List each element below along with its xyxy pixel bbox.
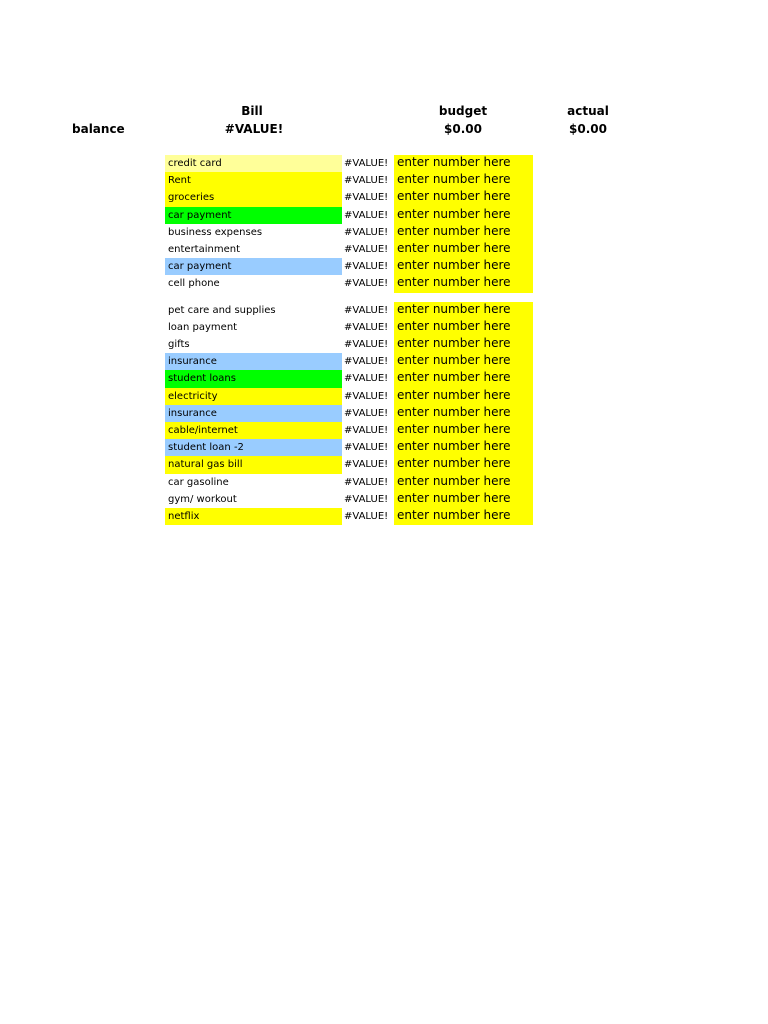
budget-input-cell[interactable]: enter number here	[394, 275, 533, 292]
budget-input-cell[interactable]: enter number here	[394, 405, 533, 422]
bill-name-cell[interactable]: groceries	[165, 189, 342, 206]
budget-input-cell[interactable]: enter number here	[394, 370, 533, 387]
table-row	[165, 474, 533, 491]
table-row	[165, 258, 533, 275]
bill-name-cell[interactable]: natural gas bill	[165, 456, 342, 473]
bill-name-cell[interactable]: gym/ workout	[165, 491, 342, 508]
table-row	[165, 491, 533, 508]
table-row	[165, 189, 533, 206]
table-row	[165, 456, 533, 473]
bill-value-cell: #VALUE!	[344, 476, 389, 488]
bill-name-cell[interactable]: cable/internet	[165, 422, 342, 439]
bill-value-cell: #VALUE!	[344, 244, 389, 255]
bill-name-cell[interactable]: car payment	[165, 258, 342, 275]
bill-name-cell[interactable]: car gasoline	[165, 474, 342, 491]
actual-header: actual	[567, 104, 609, 118]
bill-header: Bill	[241, 104, 263, 118]
table-row	[165, 439, 533, 456]
budget-input-cell[interactable]: enter number here	[394, 439, 533, 456]
bill-value-cell: #VALUE!	[344, 175, 389, 187]
budget-input-cell[interactable]: enter number here	[394, 155, 533, 172]
budget-input-cell[interactable]: enter number here	[394, 491, 533, 508]
balance-label: balance	[72, 122, 125, 136]
budget-input-cell[interactable]: enter number here	[394, 224, 533, 241]
budget-input-cell[interactable]: enter number here	[394, 388, 533, 405]
budget-input-cell[interactable]: enter number here	[394, 189, 533, 206]
budget-input-cell[interactable]: enter number here	[394, 241, 533, 258]
bill-value-cell: #VALUE!	[344, 321, 389, 333]
bill-value-cell: #VALUE!	[344, 425, 389, 436]
bill-value-cell: #VALUE!	[344, 442, 389, 454]
bill-name-cell[interactable]: Rent	[165, 172, 342, 189]
budget-input-cell[interactable]: enter number here	[394, 319, 533, 336]
bill-value-cell: #VALUE!	[344, 261, 389, 273]
bill-name-cell[interactable]: business expenses	[165, 224, 342, 241]
bill-value-cell: #VALUE!	[344, 511, 389, 522]
table-row	[165, 422, 533, 439]
bill-value-cell: #VALUE!	[344, 493, 389, 505]
bill-name-cell[interactable]: credit card	[165, 155, 342, 172]
bill-name-cell[interactable]: gifts	[165, 336, 342, 353]
bill-name-cell[interactable]: loan payment	[165, 319, 342, 336]
table-row	[165, 155, 533, 172]
table-row	[165, 241, 533, 258]
table-row	[165, 275, 533, 292]
table-row	[165, 508, 533, 525]
budget-input-cell[interactable]: enter number here	[394, 302, 533, 319]
bill-value-cell: #VALUE!	[344, 304, 389, 316]
table-row	[165, 353, 533, 370]
bill-name-cell[interactable]: pet care and supplies	[165, 302, 342, 319]
table-row	[165, 388, 533, 405]
table-row	[165, 224, 533, 241]
bill-value-cell: #VALUE!	[344, 278, 389, 290]
budget-input-cell[interactable]: enter number here	[394, 258, 533, 275]
bill-value-cell: #VALUE!	[344, 192, 389, 204]
budget-input-cell[interactable]: enter number here	[394, 422, 533, 439]
bill-value-cell: #VALUE!	[344, 459, 389, 471]
bill-value-cell: #VALUE!	[344, 356, 389, 368]
bill-name-cell[interactable]: car payment	[165, 207, 342, 224]
budget-input-cell[interactable]: enter number here	[394, 207, 533, 224]
budget-input-cell[interactable]: enter number here	[394, 456, 533, 473]
bill-name-cell[interactable]: netflix	[165, 508, 342, 525]
bill-value-cell: #VALUE!	[344, 373, 389, 385]
table-row	[165, 405, 533, 422]
budget-input-cell[interactable]: enter number here	[394, 353, 533, 370]
table-row	[165, 302, 533, 319]
table-row	[165, 370, 533, 387]
bill-value-cell: #VALUE!	[344, 209, 389, 221]
bill-value-cell: #VALUE!	[344, 407, 389, 419]
bill-name-cell[interactable]: electricity	[165, 388, 342, 405]
bill-name-cell[interactable]: insurance	[165, 405, 342, 422]
budget-input-cell[interactable]: enter number here	[394, 172, 533, 189]
bill-name-cell[interactable]: student loans	[165, 370, 342, 387]
table-row	[165, 319, 533, 336]
bill-value-cell: #VALUE!	[344, 390, 389, 402]
actual-total: $0.00	[569, 122, 607, 136]
budget-input-cell[interactable]: enter number here	[394, 474, 533, 491]
bill-name-cell[interactable]: insurance	[165, 353, 342, 370]
bill-value-cell: #VALUE!	[344, 339, 389, 350]
balance-value: #VALUE!	[224, 122, 284, 136]
table-row	[165, 336, 533, 353]
bill-value-cell: #VALUE!	[344, 158, 389, 169]
budget-input-cell[interactable]: enter number here	[394, 508, 533, 525]
bill-name-cell[interactable]: entertainment	[165, 241, 342, 258]
bill-value-cell: #VALUE!	[344, 226, 389, 238]
budget-header: budget	[438, 104, 488, 118]
budget-input-cell[interactable]: enter number here	[394, 336, 533, 353]
table-row	[165, 207, 533, 224]
bill-name-cell[interactable]: cell phone	[165, 275, 342, 292]
table-row	[165, 172, 533, 189]
bill-name-cell[interactable]: student loan -2	[165, 439, 342, 456]
budget-total: $0.00	[444, 122, 482, 136]
